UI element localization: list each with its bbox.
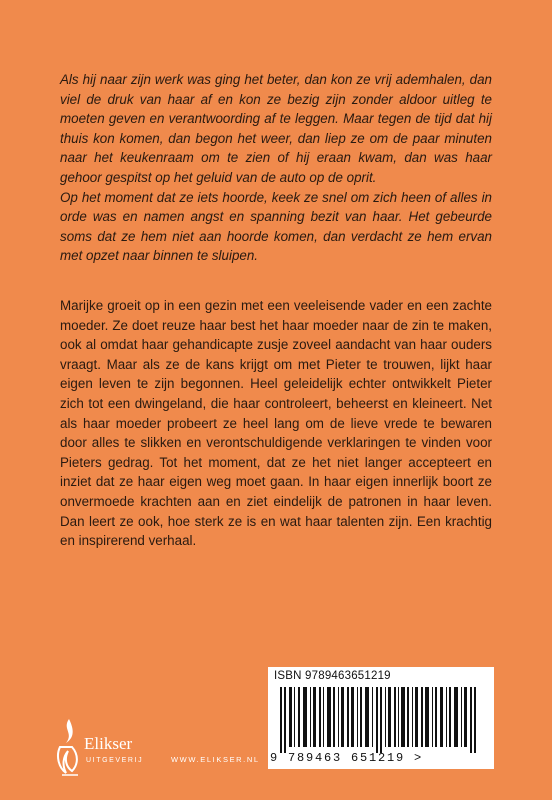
barcode-area (268, 667, 494, 769)
excerpt-paragraph-2: Op het moment dat ze iets hoorde, keek ze snel om zich heen of alles in orde was en namen angst en spanning bezit van haar. Het gebeurde soms dat ze hem niet aan hoorde komen, dan verdacht ze hem ervan met opzet naar binnen te sluipen. (60, 189, 492, 264)
isbn-label: ISBN 9789463651219 (274, 670, 391, 682)
publisher-name: Elikser (84, 734, 133, 753)
excerpt-block (60, 70, 492, 266)
publisher-logo (52, 717, 162, 781)
barcode-icon (280, 687, 480, 753)
book-blurb: Marijke groeit op in een gezin met een veeleisende vader en een zachte moeder. Ze doet reuze haar best het haar moeder naar de zin te maken, ook al omdat haar gehandicapte zusje zoveel aandacht van haar ouders vraagt. Maar als ze de kans krijgt om met Pieter te trouwen, lijkt haar eigen leven te zijn begonnen. Heel geleidelijk echter ontwikkelt Pieter zich tot een dwingeland, die haar controleert, beheerst en kleineert. Net als haar moeder probeert ze heel lang om de lieve vrede te bewaren door alles te slikken en verontschuldigende verklaringen te vinden voor Pieters gedrag. Tot het moment, dat ze het niet langer accepteert en inziet dat ze haar eigen weg moet gaan. In haar eigen innerlijk boort ze onvermoede krachten aan en ziet eindelijk de patronen in haar leven. Dan leert ze ook, hoe sterk ze is en wat haar talenten zijn. Een krachtig en inspirerend verhaal. (60, 298, 492, 549)
publisher-tagline: UITGEVERIJ (86, 757, 144, 764)
excerpt-paragraph-1: Als hij naar zijn werk was ging het beter, dan kon ze vrij ademhalen, dan viel de druk van haar af en kon ze bezig zijn zonder aldoor uitleg te moeten geven en verantwoording af te leggen. Maar tegen de tijd dat hij thuis kon komen, dan begon het weer, dan liep ze om de paar minuten naar het keukenraam om te zien of hij eraan kwam, dan was haar gehoor gespitst op het geluid van de auto op de oprit. (60, 72, 492, 185)
publisher-website: WWW.ELIKSER.NL (171, 755, 260, 764)
barcode-digits: 9 789463 651219 > (270, 751, 424, 765)
flame-logo-icon (52, 717, 86, 781)
